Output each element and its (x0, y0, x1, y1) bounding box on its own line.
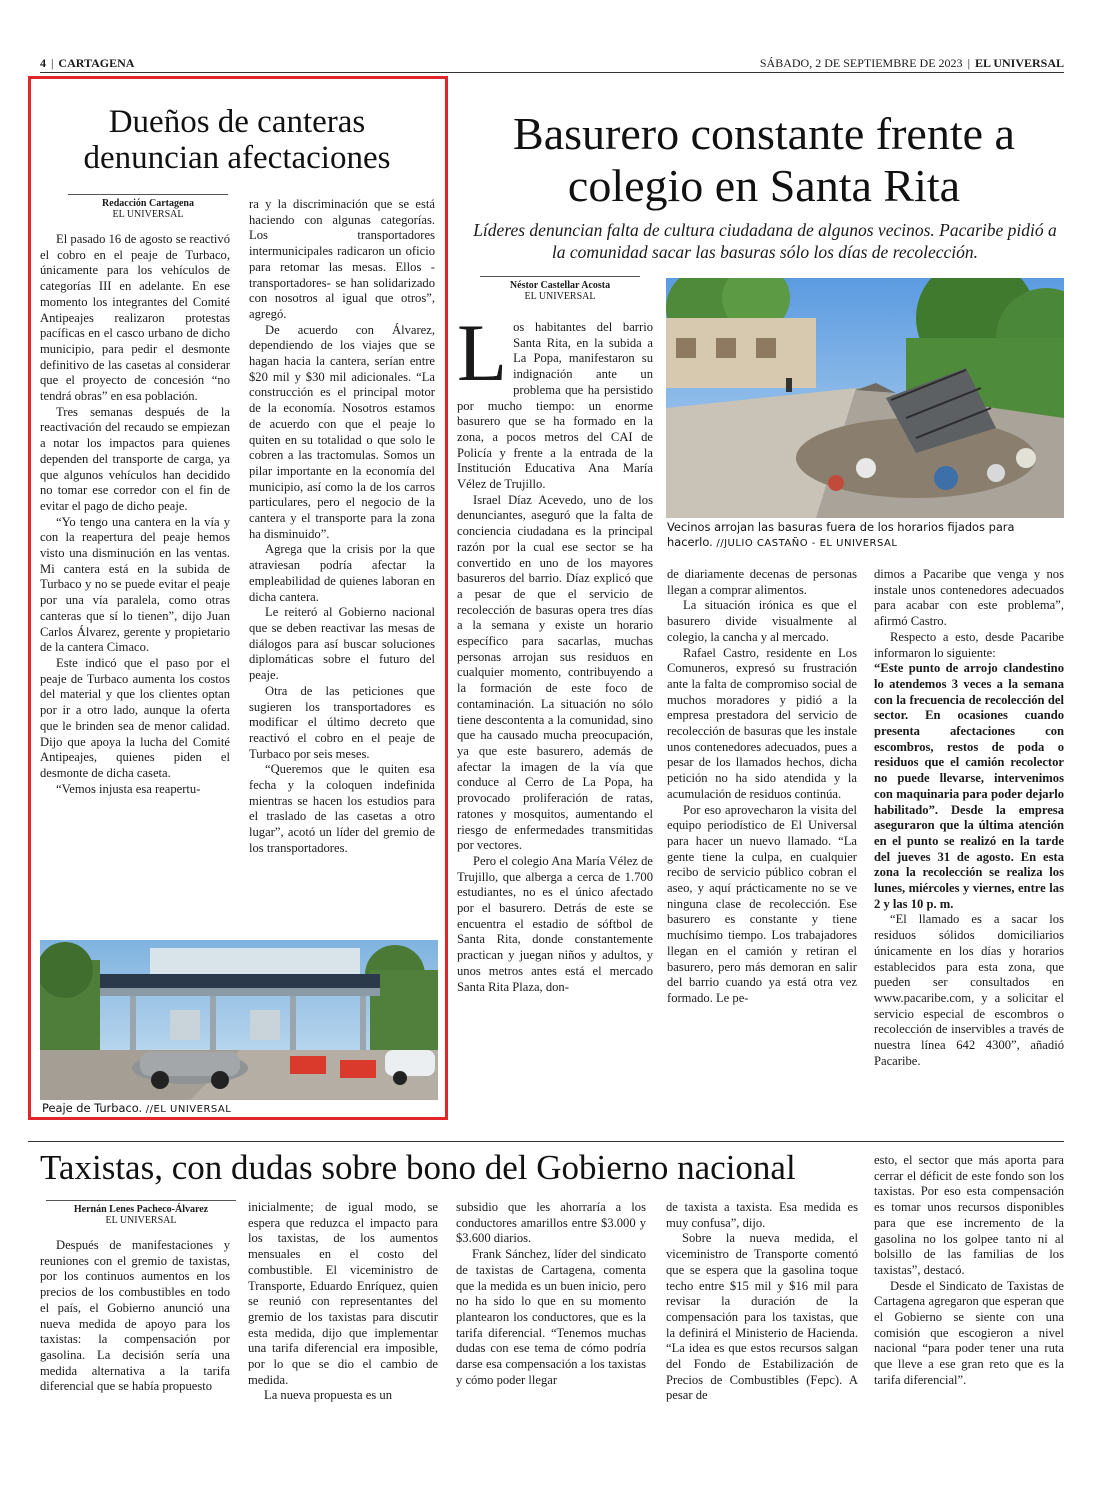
article1-column-1 (40, 232, 230, 797)
edition-date: SÁBADO, 2 DE SEPTIEMBRE DE 2023 (759, 55, 963, 70)
paragraph: Respecto a esto, desde Pacaribe informaron lo siguiente: (874, 629, 1064, 660)
article2-photo-caption (667, 520, 1063, 551)
paragraph: Sobre la nueva medida, el viceministro de Transporte comentó que se espera que la gasolina toque techo entre $15 mil y $16 mil para revisar la duración de la compensación para los taxistas, que la definirá el Ministerio de Hacienda. “La idea es que estos recursos salgan del Fondo de Estabilización de Precios de Combustibles (Fepc). A pesar de (666, 1231, 858, 1403)
bold-quote: “Este punto de arrojo clandestino lo atendemos 3 veces a la semana con la frecuencia de recolección del sector. En ocasiones cuando presenta afectaciones con escombros, restos de poda o residuos que el camión recolector no puede llevarse, intervenimos con maquinaria para poder dejarlo habilitado”. Desde la empresa aseguraron que la última atención en el punto se realizó en la tarde del jueves 31 de agosto. En esta zona la recolección se realiza los lunes, miércoles y viernes, entre las 2 y las 10 p. m. (874, 661, 1064, 911)
caption-text: Vecinos arrojan las basuras fuera de los horarios fijados para hacerlo. (667, 520, 1015, 549)
paragraph: Israel Díaz Acevedo, uno de los denunciantes, aseguró que la falta de conciencia ciudadana es la principal razón por la cual ese sector se ha convertido en uno de los mayores basureros del barrio. Díaz explicó que a pesar de que el servicio de recolección de basuras opera tres días a la semana y existe un horario específico para sacarlas, muchas personas arrojan sus residuos en cualquier momento, contribuyendo a la formación de este foco de contaminación. La situación no sólo tiene descontenta a la comunidad, sino que ha causado mucha preocupación, ya que este basurero, además de afectar la imagen de la vía que conduce al Cerro de La Popa, ha provocado proliferación de ratas, ratones y mosquitos, aumentando el riesgo de enfermedades transmitidas por vectores. (457, 492, 653, 853)
byline-organization: EL UNIVERSAL (524, 291, 596, 302)
byline-author: Hernán Lenes Pacheco-Álvarez (73, 1204, 209, 1215)
paragraph: La situación irónica es que el basurero divide visualmente al colegio, la cancha y al mercado. (667, 598, 857, 644)
photo-credit: //EL UNIVERSAL (145, 1104, 232, 1115)
article2-deck: Líderes denuncian falta de cultura ciudadana de algunos vecinos. Pacaribe pidió a la comunidad sacar las basuras sólo los días de recolección. (473, 220, 1057, 262)
paragraph: Le reiteró al Gobierno nacional que se deben reactivar las mesas de diálogos para así buscar soluciones diplomáticas sobre el futuro del peaje. (249, 605, 435, 683)
paragraph: ra y la discriminación que se está haciendo con algunas categorías. Los transportadores intermunicipales radicaron un oficio para retomar las mesas. Ellos -transportadores- se han solidarizado con nosotros al igual que otros”, agregó. (249, 197, 435, 321)
byline-rule (480, 276, 640, 277)
caption-text: Peaje de Turbaco. (42, 1101, 143, 1115)
paragraph: Desde el Sindicato de Taxistas de Cartagena agregaron que esperan que el Gobierno se siente con una comisión que escogieron a nivel nacional “para poder tener una ruta que lleve a ese gran reto que es la tarifa diferencial”. (874, 1278, 1064, 1387)
paragraph: “El llamado es a sacar los residuos sólidos domiciliarios únicamente en los días y horarios establecidos para esta zona, que pueden ser consultados en www.pacaribe.com, y a solicitar el servicio especial de escombros o recolección de inservibles a través de nuestra línea 642 4300”, añadió Pacaribe. (874, 912, 1064, 1068)
garbage-pile-photo (666, 278, 1064, 518)
article1-headline: Dueños de canteras denuncian afectaciones (83, 104, 391, 176)
section-divider (28, 1141, 1064, 1142)
paragraph: “Yo tengo una cantera en la vía y con la reapertura del peaje hemos visto una disminución en las ventas. Mi cantera está en la subida de Turbaco y no se puede evitar el peaje por una vía paralela, como otras canteras que sí lo tienen”, dijo Juan Carlos Álvarez, gerente y propietario de la cantera Cimaco. (40, 514, 230, 655)
paragraph: Frank Sánchez, líder del sindicato de taxistas de Cartagena, comenta que la medida es un buen inicio, pero no ha sido lo que en su momento plantearon los conductores, que es la tarifa diferencial. “Tenemos muchas dudas con ese tema de cómo podría darse esa compensación a los taxistas y cómo poder llegar (456, 1247, 646, 1387)
paragraph: De acuerdo con Álvarez, dependiendo de los viajes que se hagan hacia la cantera, serían entre $20 mil y $30 mil adicionales. “La construcción es el principal motor de la economía. Nosotros estamos de acuerdo con que el peaje lo quiten en su totalidad o que solo le cobren a las tractomulas. Somos un pilar importante en la economía del municipio, así como la de los carros particulares, pero el negocio de la cantera y el transporte para la zona ha disminuido”. (249, 322, 435, 541)
drop-cap: L (457, 307, 508, 398)
article1-column-2 (249, 197, 435, 857)
article2-column-3 (874, 567, 1064, 1070)
byline-rule (68, 194, 228, 195)
paragraph: Tres semanas después de la reactivación del recaudo se empiezan a notar los impactos para quienes dependen del transporte de carga, ya que algunos vehículos han decidido no tomar ese corredor con el fin de evitar el pago de dicho peaje. (40, 404, 230, 513)
article2-headline: Basurero constante frente a colegio en Santa Rita (513, 108, 1015, 211)
paragraph: Pero el colegio Ana María Vélez de Trujillo, que alberga a cerca de 1.700 estudiantes, no es el único afectado por el basurero. Detrás de este se encuentra el estadio de sóftbol de Santa Rita, donde constantemente practican y juegan niños y adultos, y unos metros antes está el mercado Santa Rita Plaza, don- (457, 853, 653, 994)
toll-booth-illustration (40, 940, 438, 1100)
article2-column-2 (667, 567, 857, 1007)
article3-byline (46, 1200, 236, 1226)
paragraph: subsidio que les ahorraría a los conductores amarillos entre $3.000 y $3.600 diarios. (456, 1200, 646, 1246)
article1-byline (68, 194, 228, 220)
paragraph: inicialmente; de igual modo, se espera que reduzca el impacto para los taxistas, de los aumentos mensuales en el costo del combustible. El viceministro de Transporte, Eduardo Enríquez, quien se reunió con representantes del gremio de los taxistas para discutir esta medida, dijo que implementar una tarifa diferencial era imposible, por lo que se dio el cambio de medida. (248, 1200, 438, 1387)
paragraph: dimos a Pacaribe que venga y nos instale unos contenedores adecuados para acabar con este problema”, afirmó Castro. (874, 567, 1064, 629)
newspaper-name: EL UNIVERSAL (974, 55, 1064, 70)
paragraph: Rafael Castro, residente en Los Comuneros, expresó su frustración ante la falta de compromiso social de muchos moradores y pidió a la empresa prestadora del servicio de recolección de basuras que les instale unos contenedores adecuados, pues a pesar de los llamados hechos, dicha petición no ha sido atendida y la acumulación de residuos continúa. (667, 645, 857, 801)
paragraph (457, 307, 653, 493)
paragraph: Este indicó que el paso por el peaje de Turbaco aumenta los costos del material y que los clientes optan por ir a otro lado, aunque la oferta que le brinden sea de menor calidad. Dijo que apoya la lucha del Comité Antipeajes, quienes piden el desmonte de dicha caseta. (40, 655, 230, 780)
paragraph: Después de manifestaciones y reuniones con el gremio de taxistas, por los continuos aumentos en los precios de los combustibles en todo el país, el Gobierno anunció una nueva medida de apoyo para los taxistas: la compensación por gasolina. La decisión sería una medida alternativa a la tarifa diferencial que se había propuesto (40, 1238, 230, 1394)
byline-organization: EL UNIVERSAL (105, 1215, 177, 1226)
article2-column-1 (457, 307, 653, 995)
page-number: 4 (40, 55, 46, 70)
paragraph: de taxista a taxista. Esa medida es muy confusa”, dijo. (666, 1200, 858, 1230)
folio-right: SÁBADO, 2 DE SEPTIEMBRE DE 2023 | EL UNIVERSAL (759, 55, 1064, 70)
page-folio (40, 54, 1064, 72)
lead-text: os habitantes del barrio Santa Rita, en la subida a La Popa, manifestaron su indignación ante un problema que ha persistido por mucho tiempo: un enorme basurero que se ha formado en la zona, a pocos metros del CAI de Policía y frente a la entrada de la Institución Educativa Ana María Vélez de Trujillo. (457, 320, 653, 492)
section-name: CARTAGENA (58, 55, 135, 70)
article3-headline: Taxistas, con dudas sobre bono del Gobierno nacional (40, 1148, 796, 1187)
photo-credit: //JULIO CASTAÑO - EL UNIVERSAL (716, 538, 898, 549)
paragraph: La nueva propuesta es un (264, 1388, 392, 1403)
article3-column-3 (456, 1200, 646, 1388)
paragraph (874, 661, 1064, 912)
paragraph: El pasado 16 de agosto se reactivó el cobro en el peaje de Turbaco, únicamente para los vehículos de categorías III en adelante. En ese momento los integrantes del Comité Antipeajes realizaron protestas pacíficas en el casco urbano de dicho municipio, para pedir el desmonte definitivo de las casetas al considerar que el proyecto de concesión “no tendrá obras” en esa población. (40, 232, 230, 404)
byline-author: Redacción Cartagena (102, 198, 194, 209)
folio-left: 4 | CARTAGENA (40, 55, 135, 70)
article2-byline (480, 276, 640, 302)
byline-rule (46, 1200, 236, 1201)
article1-photo-caption (42, 1101, 432, 1117)
paragraph: “Queremos que le quiten esa fecha y la coloquen indefinida mientras se hacen los estudios para el traslado de las casetas a otro lugar”, acotó un líder del gremio de los transportadores. (249, 762, 435, 855)
paragraph: Otra de las peticiones que sugieren los transportadores es modificar el último decreto que reactivó el cobro en el peaje de Turbaco por seis meses. (249, 683, 435, 761)
article3-column-5 (874, 1153, 1064, 1389)
paragraph: de diariamente decenas de personas llegan a comprar alimentos. (667, 567, 857, 597)
paragraph: esto, el sector que más aporta para cerrar el déficit de este fondo son los taxistas. Por eso esta compensación es tomar unos recursos disponibles para que ese incremento de la gasolina no los golpee tanto ni al bolsillo de las familias de los taxistas”, destacó. (874, 1153, 1064, 1277)
article3-column-1 (40, 1238, 230, 1395)
toll-booth-photo (40, 940, 438, 1100)
paragraph: Por eso aprovecharon la visita del equipo periodístico de El Universal para hacer un nuevo llamado. “La gente tiene la culpa, en cualquier recibo de servicio público cobran el aseo, y aquí prácticamente no se ve ninguna clase de recolección. Ese basurero es constante y tiene muchísimo tiempo. Los trabajadores llegan en el camión y retiran el basurero, pero más demoran en salir del barrio cuando ya está otra vez formado. Le pe- (667, 802, 857, 1005)
folio-rule (40, 72, 1064, 73)
byline-organization: EL UNIVERSAL (112, 209, 184, 220)
byline-author: Néstor Castellar Acosta (509, 280, 611, 291)
paragraph: “Vemos injusta esa reapertu- (56, 781, 201, 796)
article3-column-2 (248, 1200, 438, 1404)
paragraph: Agrega que la crisis por la que atraviesan podría afectar la empleabilidad de quienes laboran en dicha cantera. (249, 542, 435, 604)
garbage-pile-illustration (666, 278, 1064, 518)
article3-column-4 (666, 1200, 858, 1404)
